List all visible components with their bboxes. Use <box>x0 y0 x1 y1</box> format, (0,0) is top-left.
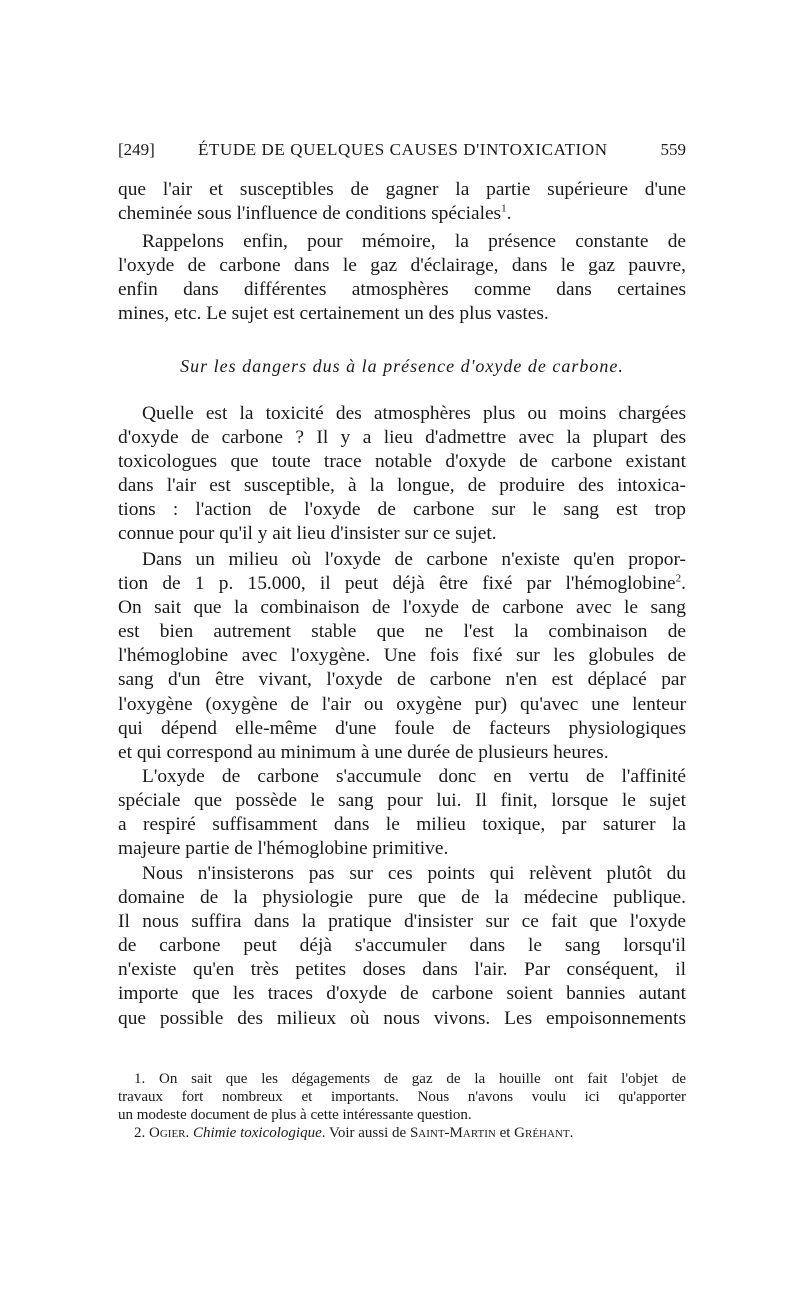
text-line: Quelle est la toxicité des atmosphères plus ou moins chargées <box>142 403 686 424</box>
paragraph-3 <box>118 402 686 547</box>
text-line: que l'air et susceptibles de gagner la partie supérieure d'une <box>118 179 686 200</box>
text-line: mines, etc. Le sujet est certainement un des plus vastes. <box>118 303 549 325</box>
footnote-1: 1. On sait que les dégagements de gaz de la houille ont fait l'objet de <box>134 1071 686 1087</box>
text-line: majeure partie de l'hémoglobine primitive. <box>118 838 449 860</box>
paragraph-4 <box>118 548 686 765</box>
text-line: enfin dans différentes atmosphères comme dans certaines <box>118 279 686 301</box>
footnotes <box>118 1070 686 1142</box>
text-line: dans l'air est susceptible, à la longue, de produire des intoxica- <box>118 475 686 497</box>
text-line: de carbone peut déjà s'accumuler dans le sang lorsqu'il <box>118 935 686 957</box>
text-line: l'oxyde de carbone dans le gaz d'éclairage, dans le gaz pauvre, <box>118 255 686 277</box>
footnote-ref[interactable]: 2 <box>675 572 682 585</box>
footnote-1-cont: un modeste document de plus à cette intéressante question. <box>118 1107 472 1123</box>
text-line: d'oxyde de carbone ? Il y a lieu d'admettre avec la plupart des <box>118 427 686 449</box>
text-line: Nous n'insisterons pas sur ces points qui relèvent plutôt du <box>142 863 686 884</box>
text-line: Il nous suffira dans la pratique d'insister sur ce fait que l'oxyde <box>118 911 686 933</box>
text-line: connue pour qu'il y ait lieu d'insister sur ce sujet. <box>118 523 497 545</box>
text-line: Rappelons enfin, pour mémoire, la présence constante de <box>142 231 686 252</box>
text-line: tions : l'action de l'oxyde de carbone sur le sang est trop <box>118 499 686 521</box>
footnote-1-cont: travaux fort nombreux et importants. Nous n'avons voulu ici qu'apporter <box>118 1089 686 1105</box>
text-line: l'hémoglobine avec l'oxygène. Une fois fixé sur les globules de <box>118 645 686 667</box>
page-number: 559 <box>660 140 686 159</box>
text-line: toxicologues que toute trace notable d'oxyde de carbone existant <box>118 451 686 473</box>
text-line: sang d'un être vivant, l'oxyde de carbone n'en est déplacé par <box>118 669 686 691</box>
text-line: importe que les traces d'oxyde de carbone soient bannies autant <box>118 983 686 1005</box>
text-line: que possible des milieux où nous vivons. Les empoisonnements <box>118 1007 686 1029</box>
section-heading: Sur les dangers dus à la présence d'oxyde de carbone. <box>180 356 624 376</box>
text-line: domaine de la physiologie pure que de la médecine publique. <box>118 887 686 909</box>
running-title: ÉTUDE DE QUELQUES CAUSES D'INTOXICATION <box>198 140 608 159</box>
paragraph-1 <box>118 178 686 226</box>
paragraph-6 <box>118 862 686 1031</box>
running-header <box>118 140 686 170</box>
footnote-2: 2. Ogier. Chimie toxicologique. Voir aussi de Saint-Martin et Gréhant. <box>134 1125 574 1141</box>
paragraph-5 <box>118 765 686 861</box>
text-line: qui dépend elle-même d'une foule de facteurs physiologiques <box>118 717 686 739</box>
text-line: n'existe qu'en très petites doses dans l'air. Par conséquent, il <box>118 959 686 981</box>
text-line: a respiré suffisamment dans le milieu toxique, par saturer la <box>118 814 686 836</box>
text-line: spéciale que possède le sang pour lui. Il finit, lorsque le sujet <box>118 790 686 812</box>
text-line: Dans un milieu où l'oxyde de carbone n'existe qu'en propor- <box>142 549 686 570</box>
text-line: et qui correspond au minimum à une durée de plusieurs heures. <box>118 741 609 763</box>
text-line: est bien autrement stable que ne l'est la combinaison de <box>118 621 686 643</box>
text-line: L'oxyde de carbone s'accumule donc en vertu de l'affinité <box>142 766 686 787</box>
text-line: l'oxygène (oxygène de l'air ou oxygène pur) qu'avec une lenteur <box>118 693 686 715</box>
text-line: On sait que la combinaison de l'oxyde de carbone avec le sang <box>118 597 686 619</box>
section-number: [249] <box>118 140 155 159</box>
footnote-ref[interactable]: 1 <box>501 202 507 215</box>
paragraph-2 <box>118 230 686 326</box>
text-line: tion de 1 p. 15.000, il peut déjà être fixé par l'hémoglobine$^2$. <box>118 572 686 595</box>
text-line: cheminée sous l'influence de conditions spéciales$^1$. <box>118 202 512 225</box>
